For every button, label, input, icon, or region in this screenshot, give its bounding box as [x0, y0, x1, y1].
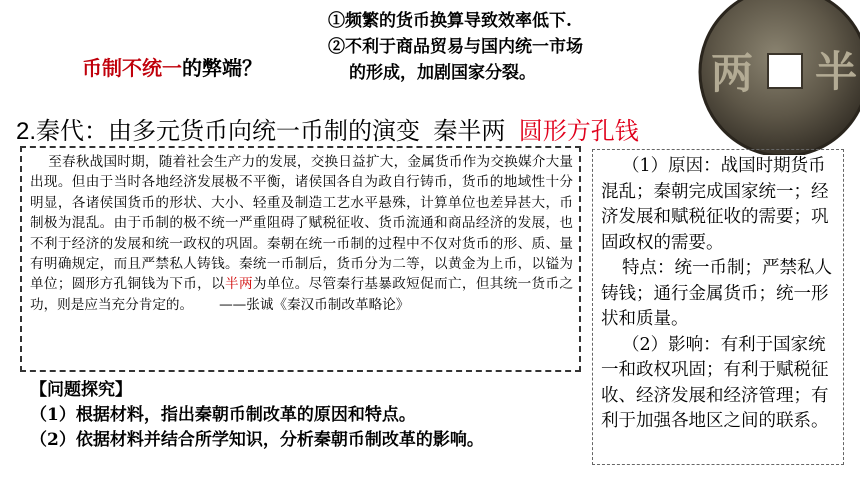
drawback-item-2-cont: 的形成，加剧国家分裂。 — [349, 63, 536, 83]
drawbacks-list — [328, 8, 628, 86]
question-item-1: （1）根据材料，指出秦朝币制改革的原因和特点。 — [30, 405, 416, 425]
heading-coin-name: 秦半两 — [433, 118, 506, 145]
drawback-item-2: ②不利于商品贸易与国内统一市场 — [328, 37, 583, 57]
heading-main: 2.秦代：由多元货币向统一币制的演变 — [16, 118, 421, 145]
heading-coin-shape: 圆形方孔钱 — [518, 118, 639, 145]
coin-square-hole — [768, 54, 802, 88]
answer-box — [592, 149, 844, 465]
answer-impact: （2）影响：有利于国家统一和政权巩固；有利于赋税征收、经济发展和经济管理；有利于加强各地区之间的联系。 — [601, 334, 829, 431]
source-material-box — [20, 146, 581, 372]
answer-reasons: （1）原因：战国时期货币混乱；秦朝完成国家统一；经济发展和赋税征收的需要；巩固政权的需要。 — [601, 156, 829, 253]
drawback-item-1: ①频繁的货币换算导致效率低下. — [328, 11, 572, 31]
material-text-end: 为单位。尽管秦行基暴政短促而亡，但其统一货币之功，则是应当充分肯定的。 — [30, 276, 574, 313]
question-title-suffix: 的弊端？ — [182, 56, 262, 80]
material-highlight: 半两 — [225, 276, 253, 293]
material-text: 至春秋战国时期，随着社会生产力的发展，交换日益扩大，金属货币作为交换媒介大量出现。但由于当时各地经济发展极不平衡，诸侯国各自为政自行铸币，货币的地域性十分明显，各诸侯国货币的形状、大小、轻重及制造工艺水平悬殊，计算单位也差异甚大，币制极为混乱。由于币制的极不统一严重阻碍了赋税征收、货币流通和商品经济的发展，也不利于经济的发展和统一政权的巩固。秦朝在统一币制的过程中不仅对货币的形、质、量有明确规定，而且严禁私人铸钱。秦统一币制后，货币分为二等，以黄金为上币，以镒为单位；圆形方孔铜钱为下币，以 — [30, 154, 573, 293]
coin-inscription-left: 两 — [710, 49, 754, 98]
question-title — [82, 52, 262, 81]
coin-inscription-right: 半 — [814, 47, 858, 96]
question-item-2: （2）依据材料并结合所学知识，分析秦朝币制改革的影响。 — [30, 430, 484, 450]
question-title-highlight: 币制不统一 — [82, 56, 182, 80]
inquiry-questions — [30, 378, 590, 453]
questions-header: 【问题探究】 — [30, 380, 132, 400]
section-heading — [16, 111, 639, 146]
ban-liang-coin-image — [688, 0, 860, 155]
answer-features: 特点：统一币制；严禁私人铸钱；通行金属货币；统一形状和质量。 — [601, 258, 832, 329]
material-source: ——张诚《秦汉币制改革略论》 — [219, 296, 410, 313]
